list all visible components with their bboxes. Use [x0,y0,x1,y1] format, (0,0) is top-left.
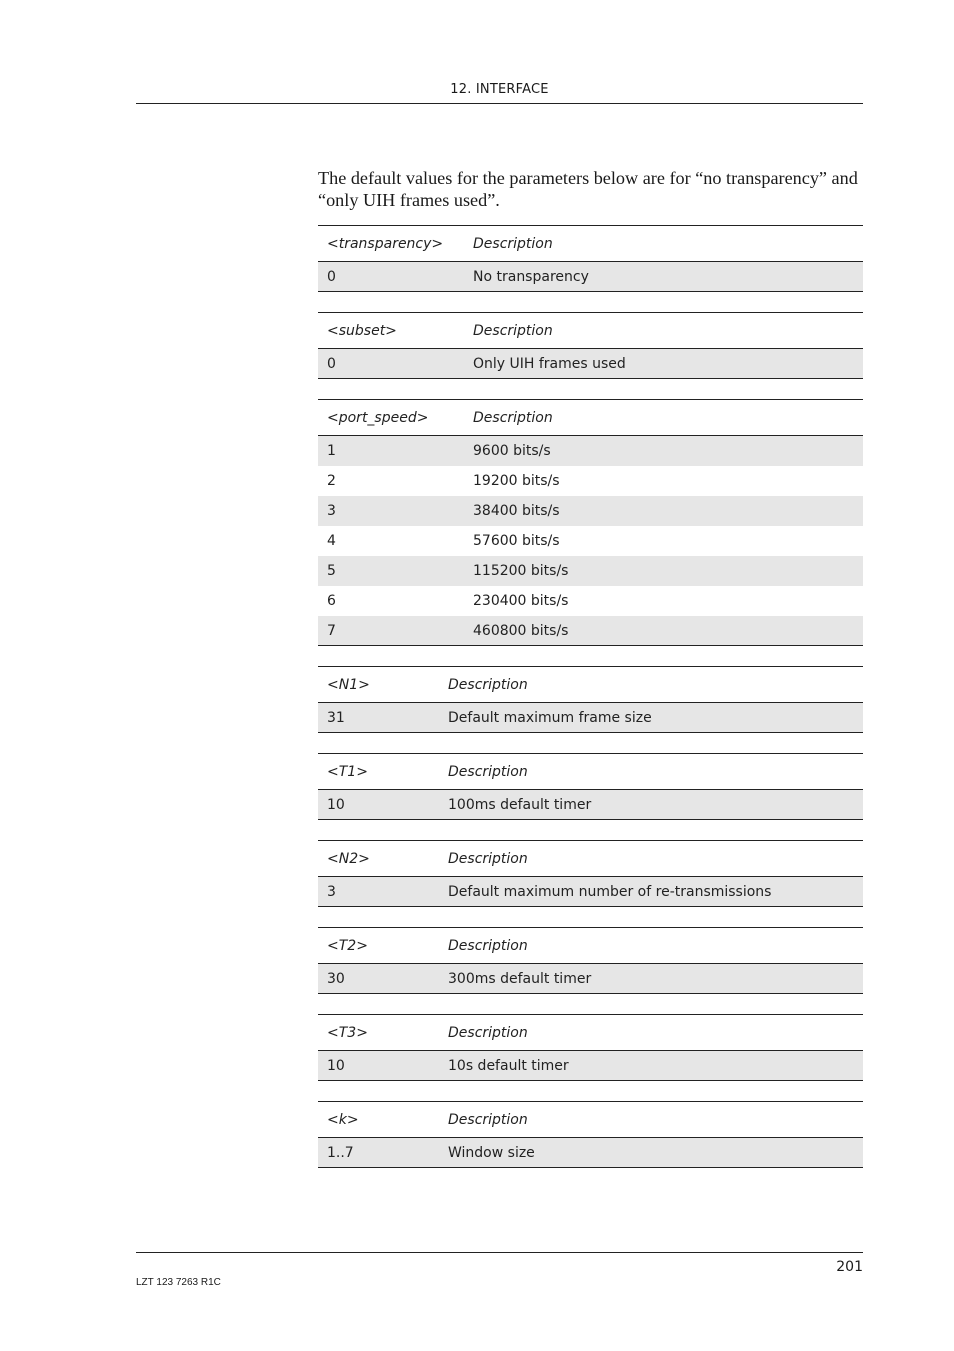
table-header-row [318,753,863,790]
description-header: Description [448,1111,528,1128]
param-name: <T1> [327,763,368,780]
param-description: 9600 bits/s [473,443,551,459]
parameter-table-n1 [318,666,863,733]
parameter-table-k [318,1101,863,1168]
table-row [318,790,863,820]
param-value: 5 [327,563,336,579]
param-name: <N2> [327,850,370,867]
param-description: 100ms default timer [448,796,592,813]
param-name: <port_speed> [327,409,429,426]
param-description: Default maximum number of re-transmissions [448,883,772,900]
table-header-row [318,225,863,262]
param-description: 10s default timer [448,1057,569,1074]
parameter-table-subset [318,312,863,379]
table-row [318,616,863,646]
param-value: 10 [327,1057,345,1074]
param-value: 3 [327,503,336,519]
table-row [318,436,863,466]
table-row [318,703,863,733]
table-header-row [318,312,863,349]
parameter-table-t2 [318,927,863,994]
description-header: Description [448,1024,528,1041]
param-value: 1 [327,443,336,459]
param-value: 3 [327,883,336,900]
param-value: 4 [327,533,336,549]
table-row [318,964,863,994]
parameter-table-transparency [318,225,863,292]
param-description: 57600 bits/s [473,533,560,549]
param-name: <T3> [327,1024,368,1041]
param-description: Default maximum frame size [448,709,652,726]
param-description: No transparency [473,268,589,285]
param-description: Only UIH frames used [473,355,626,372]
table-row [318,262,863,292]
table-row [318,877,863,907]
table-header-row [318,927,863,964]
param-value: 7 [327,622,336,639]
param-name: <transparency> [327,235,444,252]
description-header: Description [473,235,553,252]
table-row [318,556,863,586]
table-row [318,1138,863,1168]
parameter-table-t1 [318,753,863,820]
description-header: Description [448,676,528,693]
param-value: 0 [327,355,336,372]
param-value: 1..7 [327,1144,354,1161]
parameter-table-port-speed [318,399,863,646]
param-value: 30 [327,970,345,987]
parameter-table-n2 [318,840,863,907]
param-name: <T2> [327,937,368,954]
table-header-row [318,1014,863,1051]
param-value: 0 [327,268,336,285]
table-row [318,496,863,526]
table-row [318,466,863,496]
header-rule [136,103,863,104]
description-header: Description [473,409,553,426]
page-number: 201 [836,1259,863,1275]
param-description: 300ms default timer [448,970,592,987]
table-header-row [318,399,863,436]
param-value: 2 [327,473,336,489]
param-description: 19200 bits/s [473,473,560,489]
table-row [318,1051,863,1081]
param-value: 31 [327,709,345,726]
param-value: 10 [327,796,345,813]
param-description: 230400 bits/s [473,593,569,609]
param-description: 115200 bits/s [473,563,569,579]
description-header: Description [448,937,528,954]
param-description: Window size [448,1144,535,1161]
parameter-table-t3 [318,1014,863,1081]
table-row [318,349,863,379]
footer-rule [136,1252,863,1253]
param-value: 6 [327,593,336,609]
param-description: 460800 bits/s [473,622,569,639]
table-header-row [318,1101,863,1138]
param-name: <k> [327,1111,359,1128]
parameter-tables [318,225,863,1168]
description-header: Description [448,763,528,780]
description-header: Description [448,850,528,867]
param-name: <N1> [327,676,370,693]
param-name: <subset> [327,322,397,339]
table-header-row [318,666,863,703]
document-id: LZT 123 7263 R1C [136,1277,221,1288]
page-header-title: 12. INTERFACE [450,82,549,97]
table-row [318,526,863,556]
table-row [318,586,863,616]
description-header: Description [473,322,553,339]
param-description: 38400 bits/s [473,503,560,519]
table-header-row [318,840,863,877]
intro-paragraph: The default values for the parameters below are for “no transparency” and “only UIH frames used”. [318,168,858,210]
